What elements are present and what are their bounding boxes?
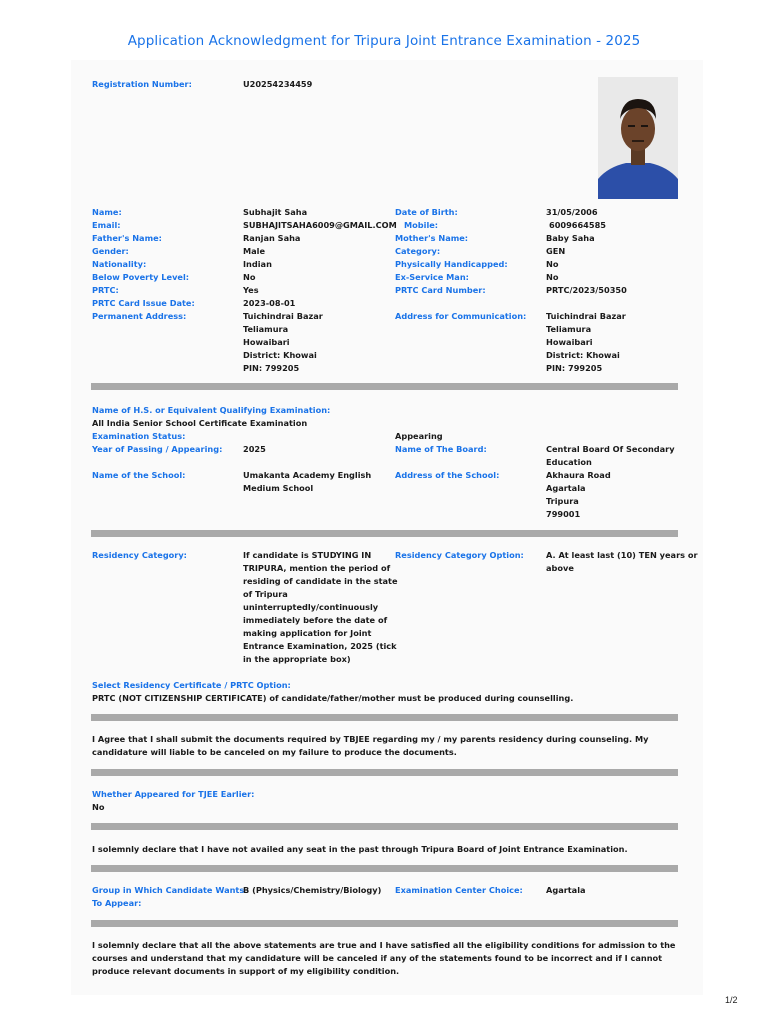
residency-category-line: TRIPURA, mention the period of <box>243 563 391 573</box>
final-declaration: I solemnly declare that all the above statements are true and I have satisfied all the eligibility conditions for admission to the courses and understand that my candidature will be canceled if any of the statements found to be incorrect and if I cannot produce relevant documents in support of my eligibility condition. <box>92 940 676 976</box>
communication-address-line: Teliamura <box>546 324 592 334</box>
prtc-value: Yes <box>243 285 259 295</box>
residency-option-line: A. At least last (10) TEN years or <box>546 550 698 560</box>
exam-center-value: Agartala <box>546 885 586 895</box>
mobile-value: 6009664585 <box>549 220 606 230</box>
residency-category-line: in the appropriate box) <box>243 654 351 664</box>
school-address-line: 799001 <box>546 509 581 519</box>
section-divider <box>91 865 678 872</box>
exam-center-label: Examination Center Choice: <box>395 885 523 895</box>
school-name-label: Name of the School: <box>92 470 186 480</box>
page-number: 1/2 <box>725 995 738 1005</box>
residency-category-line: of Tripura <box>243 589 288 599</box>
school-address-line: Tripura <box>546 496 579 506</box>
permanent-address-line: PIN: 799205 <box>243 363 300 373</box>
exam-status-label: Examination Status: <box>92 431 186 441</box>
group-label-line: Group in Which Candidate Wants <box>92 885 245 895</box>
physically-handicapped-value: No <box>546 259 559 269</box>
email-label: Email: <box>92 220 121 230</box>
prtc-card-number-value: PRTC/2023/50350 <box>546 285 627 295</box>
board-line: Education <box>546 457 592 467</box>
communication-address-line: PIN: 799205 <box>546 363 603 373</box>
registration-number-value: U20254234459 <box>243 79 313 89</box>
prtc-issue-date-value: 2023-08-01 <box>243 298 296 308</box>
communication-address-line: Howaibari <box>546 337 593 347</box>
registration-number-label: Registration Number: <box>92 79 192 89</box>
page-title: Application Acknowledgment for Tripura Joint Entrance Examination - 2025 <box>127 33 641 49</box>
residency-category-line: residing of candidate in the state <box>243 576 398 586</box>
ex-service-man-label: Ex-Service Man: <box>395 272 469 282</box>
residency-option-label: Residency Category Option: <box>395 550 524 560</box>
mother-name-value: Baby Saha <box>546 233 595 243</box>
bpl-value: No <box>243 272 256 282</box>
name-label: Name: <box>92 207 122 217</box>
exam-status-value: Appearing <box>395 431 443 441</box>
section-divider <box>91 920 678 927</box>
nationality-value: Indian <box>243 259 272 269</box>
dob-label: Date of Birth: <box>395 207 458 217</box>
candidate-photo-image <box>598 77 678 199</box>
residency-category-line: uninterruptedly/continuously <box>243 602 379 612</box>
school-address-line: Akhaura Road <box>546 470 611 480</box>
category-value: GEN <box>546 246 566 256</box>
category-label: Category: <box>395 246 441 256</box>
prtc-label: PRTC: <box>92 285 119 295</box>
name-value: Subhajit Saha <box>243 207 308 217</box>
year-of-passing-value: 2025 <box>243 444 266 454</box>
residency-category-line: Entrance Examination, 2025 (tick <box>243 641 397 651</box>
father-name-label: Father's Name: <box>92 233 162 243</box>
physically-handicapped-label: Physically Handicapped: <box>395 259 508 269</box>
qualifying-exam-label: Name of H.S. or Equivalent Qualifying Examination: <box>92 405 331 415</box>
section-divider <box>91 823 678 830</box>
school-address-label: Address of the School: <box>395 470 500 480</box>
dob-value: 31/05/2006 <box>546 207 598 217</box>
communication-address-line: Tuichindrai Bazar <box>546 311 626 321</box>
residency-category-line: If candidate is STUDYING IN <box>243 550 372 560</box>
gender-value: Male <box>243 246 266 256</box>
section-divider <box>91 530 678 537</box>
section-divider <box>91 714 678 721</box>
mother-name-label: Mother's Name: <box>395 233 469 243</box>
permanent-address-label: Permanent Address: <box>92 311 187 321</box>
prtc-card-number-label: PRTC Card Number: <box>395 285 486 295</box>
agreement-statement: I Agree that I shall submit the documents required by TBJEE regarding my / my parents residency during counseling. My candidature will liable to be canceled on my failure to produce the documents. <box>92 734 649 757</box>
appeared-earlier-label: Whether Appeared for TJEE Earlier: <box>92 789 255 799</box>
prtc-issue-date-label: PRTC Card Issue Date: <box>92 298 195 308</box>
group-value: B (Physics/Chemistry/Biology) <box>243 885 382 895</box>
year-of-passing-label: Year of Passing / Appearing: <box>92 444 223 454</box>
candidate-photo <box>598 77 678 199</box>
residency-option-line: above <box>546 563 574 573</box>
email-value: SUBHAJITSAHA6009@GMAIL.COM <box>243 220 397 230</box>
school-name-line: Medium School <box>243 483 314 493</box>
section-divider <box>91 769 678 776</box>
school-name-line: Umakanta Academy English <box>243 470 372 480</box>
qualifying-exam-value: All India Senior School Certificate Examination <box>92 418 308 428</box>
mobile-label: Mobile: <box>404 220 439 230</box>
communication-address-line: District: Khowai <box>546 350 620 360</box>
section-divider <box>91 383 678 390</box>
residency-category-label: Residency Category: <box>92 550 187 560</box>
board-label: Name of The Board: <box>395 444 487 454</box>
residency-category-line: immediately before the date of <box>243 615 388 625</box>
appeared-earlier-value: No <box>92 802 105 812</box>
permanent-address-line: Teliamura <box>243 324 289 334</box>
father-name-value: Ranjan Saha <box>243 233 301 243</box>
gender-label: Gender: <box>92 246 129 256</box>
permanent-address-line: District: Khowai <box>243 350 317 360</box>
residency-certificate-label: Select Residency Certificate / PRTC Option: <box>92 680 291 690</box>
ex-service-man-value: No <box>546 272 559 282</box>
residency-category-line: making application for Joint <box>243 628 372 638</box>
residency-certificate-value: PRTC (NOT CITIZENSHIP CERTIFICATE) of candidate/father/mother must be produced during counselling. <box>92 693 574 703</box>
communication-address-label: Address for Communication: <box>395 311 527 321</box>
bpl-label: Below Poverty Level: <box>92 272 190 282</box>
permanent-address-line: Howaibari <box>243 337 290 347</box>
school-address-line: Agartala <box>546 483 586 493</box>
permanent-address-line: Tuichindrai Bazar <box>243 311 323 321</box>
board-line: Central Board Of Secondary <box>546 444 675 454</box>
group-label-line: To Appear: <box>92 898 142 908</box>
seat-declaration: I solemnly declare that I have not availed any seat in the past through Tripura Board of Joint Entrance Examination. <box>92 844 628 854</box>
nationality-label: Nationality: <box>92 259 147 269</box>
